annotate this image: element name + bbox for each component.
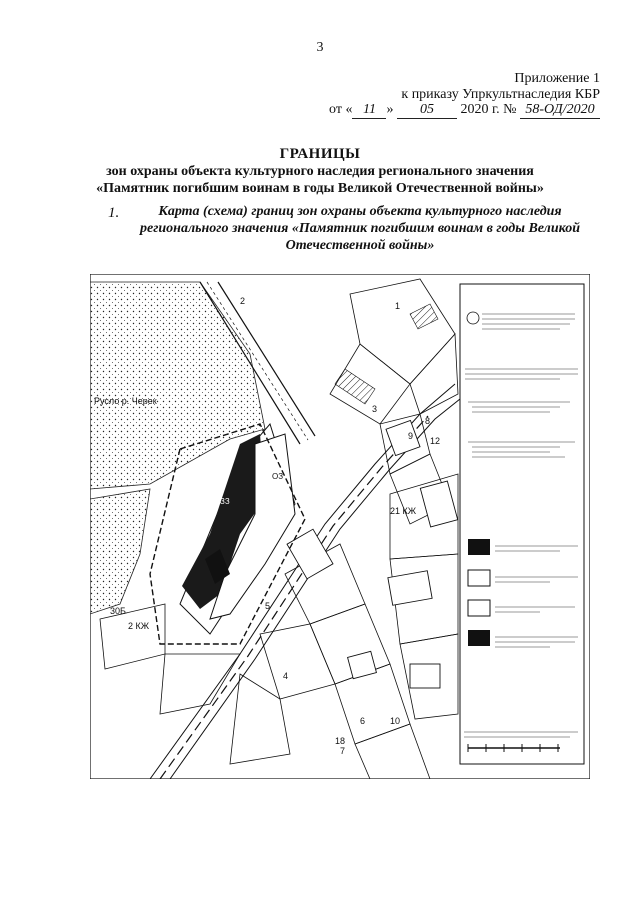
item-number: 1. <box>108 205 120 221</box>
zone-zz-label: ЗЗ <box>220 497 230 506</box>
legend-swatch-zz <box>468 630 490 646</box>
order-number: 58-ОД/2020 <box>520 101 600 119</box>
header-order: к приказу Упркультнаследия КБР <box>401 87 600 102</box>
lot-label: 2 КЖ <box>128 621 150 631</box>
lot-label: 1 <box>395 301 401 311</box>
item-text: Карта (схема) границ зон охраны объекта культурного наследия регионального значения «Памятник погибшим воинам в годы Великой Отечественной войны» <box>140 204 580 253</box>
page-number: 3 <box>316 40 324 55</box>
lot-label: 6 <box>360 716 366 726</box>
lot-label: 5 <box>265 601 271 611</box>
lot-label: 18 <box>335 736 346 746</box>
title-subtitle: зон охраны объекта культурного наследия регионального значения <box>106 164 534 179</box>
river-label: Русло р. Черек <box>94 396 157 406</box>
title-main: ГРАНИЦЫ <box>279 146 361 162</box>
title-object: «Памятник погибшим воинам в годы Великой Отечественной войны» <box>96 181 544 196</box>
legend-swatch-toekn <box>468 570 490 586</box>
date-month: 05 <box>397 101 457 119</box>
header-appendix: Приложение 1 <box>514 71 600 86</box>
lot-label: 9 <box>408 431 414 441</box>
date-day: 11 <box>352 101 386 119</box>
lot-label: 3 <box>372 404 378 414</box>
lot-label: 8 <box>425 416 431 426</box>
lot-label: 10 <box>390 716 401 726</box>
lot-label: 4 <box>283 671 289 681</box>
lot-label: 2 <box>240 296 246 306</box>
legend-swatch-object <box>468 539 490 555</box>
legend-panel <box>460 284 584 764</box>
lot-label: 21 КЖ <box>390 506 417 516</box>
lot-label: 7 <box>340 746 346 756</box>
legend-swatch-oz <box>468 600 490 616</box>
date-year: 2020 г. № <box>460 102 517 117</box>
lot-label: 30Б <box>110 606 126 616</box>
zone-oz-label: ОЗ <box>272 472 284 481</box>
header-date-line <box>329 101 600 119</box>
date-mid: » <box>386 102 394 117</box>
date-prefix: от « <box>329 102 353 117</box>
lot-label: 12 <box>430 436 441 446</box>
boundary-map <box>90 274 590 779</box>
